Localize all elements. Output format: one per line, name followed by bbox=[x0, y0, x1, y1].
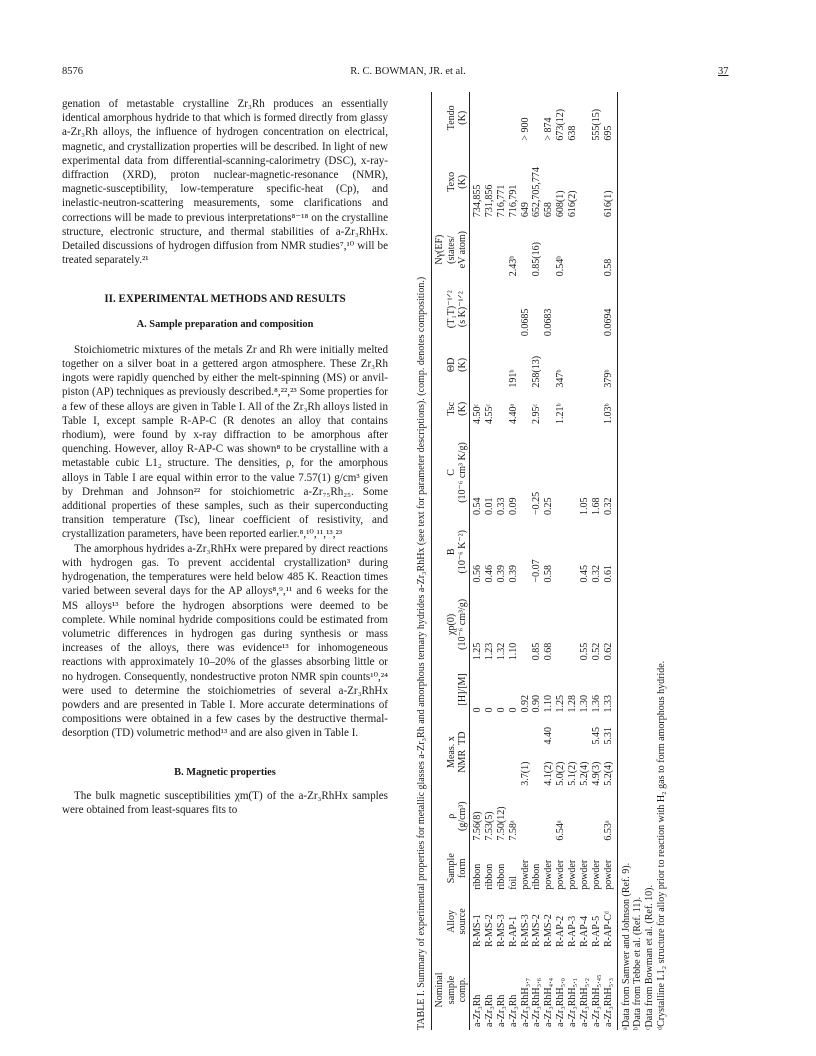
table-cell-t1t bbox=[496, 279, 508, 339]
table-cell-tendo bbox=[579, 92, 591, 144]
table-row bbox=[591, 92, 603, 1030]
table-cell-comp: a-Zr₃RhH₅.₂ bbox=[579, 977, 591, 1027]
table-cell-texo: 652,705,774 bbox=[531, 167, 543, 218]
table-cell-tendo: > 874 bbox=[543, 117, 555, 141]
table-cell-hm: 0 bbox=[471, 707, 483, 713]
table-cell-src: R-MS-3 bbox=[495, 914, 507, 948]
table-cell-td bbox=[508, 715, 520, 747]
table-cell-td bbox=[520, 715, 532, 747]
table-body bbox=[469, 92, 617, 1030]
table-cell-rho bbox=[543, 789, 555, 844]
table-cell-td bbox=[531, 715, 543, 747]
table-cell-chi: 0.85 bbox=[531, 642, 543, 661]
column-header: [H]/[M] bbox=[432, 663, 469, 715]
table-cell-chi bbox=[567, 586, 579, 664]
table-cell-hm: 1.33 bbox=[602, 694, 614, 713]
table-cell-b bbox=[520, 518, 532, 586]
table-cell-c: 1.05 bbox=[579, 497, 591, 515]
table-cell-form: ribbon bbox=[531, 863, 543, 890]
table-cell-form: ribbon bbox=[471, 863, 483, 890]
table-cell-src: R-AP-5 bbox=[590, 915, 602, 948]
body-paragraph: The amorphous hydrides a-Zr₃RhHx were prepared by direct reactions with hydrogen gas. To prevent accidental crystallization³ during hydrogenation, the temperatures were held below 485 K. Reaction times varied between several days for the AP alloys⁸,⁹,¹¹ and 6 weeks for the MS alloys¹³ before the hydrogen absorptions were deemed to be complete. While nominal hydride compositions could be estimated from volumetric differences in hydrogen gas during synthesis or mass increases of the alloys, there was evidence¹³ for inhomogeneous reactions with approximately 10–20% of the glasses absorbing little or no hydrogen. Consequently, nondestructive proton NMR spin counts¹⁰,²⁴ were used to determine the stoichiometries of several a-Zr₃RhHx powders and are presented in Table I. More accurate determinations of compositions were obtained in a few cases by the destructive thermal-desorption (TD) volumetric method¹³ and are also given in Table I. bbox=[62, 542, 388, 740]
table-row bbox=[496, 92, 508, 1030]
table-cell-comp: a-Zr₃RhH₄.₄ bbox=[543, 977, 555, 1027]
table-cell-chi: 1.10 bbox=[507, 642, 519, 661]
table-cell-t1t: 0.0685 bbox=[519, 308, 531, 337]
table-cell-chi bbox=[555, 586, 567, 664]
table-cell-t1t bbox=[531, 279, 543, 339]
table-cell-hm: 1.28 bbox=[567, 694, 579, 713]
table-cell-c: 0.25 bbox=[543, 497, 555, 515]
table-cell-theta bbox=[496, 339, 508, 390]
table-cell-texo: 716,791 bbox=[507, 184, 519, 218]
table-cell-chi bbox=[520, 586, 532, 664]
table-cell-tsc bbox=[591, 391, 603, 427]
table-footnote: ᶜData from Bowman et al. (Ref. 10). bbox=[643, 884, 655, 1030]
table-cell-t1t: 0.0683 bbox=[543, 308, 555, 337]
table-cell-texo: 616(1) bbox=[602, 190, 614, 218]
table-cell-src: R-MS-1 bbox=[471, 914, 483, 948]
table-cell-form: powder bbox=[602, 859, 614, 890]
table-cell-form: ribbon bbox=[495, 863, 507, 890]
table-cell-theta: 379ᵇ bbox=[602, 369, 614, 388]
table-cell-comp: a-Zr₃Rh bbox=[507, 994, 519, 1027]
table-cell-tsc bbox=[496, 391, 508, 427]
table-cell-chi: 0.62 bbox=[602, 642, 614, 661]
table-cell-comp: a-Zr₃RhH₅.₃ bbox=[602, 977, 614, 1027]
table-cell-hm: 0 bbox=[507, 707, 519, 713]
table-cell-tendo bbox=[496, 92, 508, 144]
column-header: Tendo (K) bbox=[432, 92, 469, 144]
table-cell-rho: 6.54ᵃ bbox=[555, 820, 567, 841]
table-cell-c: 0.01 bbox=[483, 497, 495, 515]
body-paragraph: The bulk magnetic susceptibilities χm(T) of the a-Zr₃RhHx samples were obtained from least-squares fits to bbox=[62, 789, 388, 816]
table-cell-b: 0.45 bbox=[579, 565, 591, 583]
table-cell-nmr bbox=[531, 748, 543, 789]
table-cell-hm: 1.36 bbox=[590, 694, 602, 713]
table-cell-form: powder bbox=[555, 859, 567, 890]
table-cell-ng: 0.85(16) bbox=[531, 242, 543, 277]
table-cell-b: −0.07 bbox=[531, 559, 543, 583]
table-cell-src: R-AP-3 bbox=[567, 915, 579, 948]
table-cell-b bbox=[567, 518, 579, 586]
table-cell-tendo: 695 bbox=[602, 125, 614, 141]
table-cell-ng bbox=[579, 220, 591, 279]
table-cell-form: ribbon bbox=[483, 863, 495, 890]
table-cell-chi: 0.68 bbox=[543, 642, 555, 661]
table-cell-theta bbox=[579, 339, 591, 390]
table-cell-c: 0.33 bbox=[495, 497, 507, 515]
table-cell-ng bbox=[496, 220, 508, 279]
table-cell-tsc bbox=[520, 391, 532, 427]
table-cell-comp: a-Zr₃RhH₅.₀ bbox=[555, 977, 567, 1027]
column-header: B (10⁻⁶ K⁻²) bbox=[432, 518, 469, 586]
table-cell-texo bbox=[579, 144, 591, 220]
table-cell-rho bbox=[591, 789, 603, 844]
running-header: R. C. BOWMAN, JR. et al. bbox=[350, 66, 466, 77]
table-cell-nmr bbox=[469, 748, 483, 789]
table-cell-c: 0.09 bbox=[507, 497, 519, 515]
table-cell-b: 0.32 bbox=[590, 565, 602, 583]
table-cell-td bbox=[469, 715, 483, 747]
table-cell-comp: a-Zr₃RhH₅.₁ bbox=[567, 977, 579, 1027]
table-cell-chi: 1.23 bbox=[483, 642, 495, 661]
table-cell-rho bbox=[520, 789, 532, 844]
data-table bbox=[431, 92, 617, 1030]
table-cell-tsc: 4.55ᶜ bbox=[483, 403, 495, 424]
table-cell-b: 0.39 bbox=[507, 565, 519, 583]
column-header: Sample form bbox=[432, 844, 469, 893]
table-cell-nmr: 3.7(1) bbox=[519, 761, 531, 786]
table-cell-comp: a-Zr₃RhH₃.₇ bbox=[519, 977, 531, 1027]
table-row bbox=[484, 92, 496, 1030]
table-cell-t1t: 0.0694 bbox=[602, 308, 614, 337]
table-cell-comp: a-Zr₃Rh bbox=[483, 994, 495, 1027]
table-footnote: ᵈCrystalline L1₂ structure for alloy prior to reaction with H₂ gas to form amorphous hydride. bbox=[655, 660, 667, 1030]
table-cell-rho: 7.50(12) bbox=[495, 806, 507, 841]
table-cell-t1t bbox=[508, 279, 520, 339]
table-cell-ng bbox=[543, 220, 555, 279]
table-cell-tsc: 4.40ᵃ bbox=[507, 403, 519, 424]
table-row bbox=[469, 92, 483, 1030]
table-cell-chi: 0.52 bbox=[590, 642, 602, 661]
table-cell-t1t bbox=[579, 279, 591, 339]
table-cell-c: 1.68 bbox=[590, 497, 602, 515]
left-column bbox=[62, 97, 388, 817]
table-cell-c bbox=[555, 427, 567, 518]
table-cell-form: foil bbox=[507, 875, 519, 890]
table-cell-texo: 649 bbox=[519, 202, 531, 218]
table-cell-theta bbox=[484, 339, 496, 390]
table-cell-hm: 1.10 bbox=[543, 694, 555, 713]
table-row bbox=[603, 92, 617, 1030]
rotated-table bbox=[416, 92, 667, 1030]
table-cell-c: 0.54 bbox=[471, 497, 483, 515]
table-cell-nmr: 4.9(3) bbox=[590, 761, 602, 786]
body-paragraph: Stoichiometric mixtures of the metals Zr and Rh were initially melted together on a silver boat in a gettered argon atmosphere. These Zr₃Rh ingots were rapidly quenched by either the melt-spinning (MS) or anvil-piston (AP) techniques as previously described.⁸,²²,²³ Some properties for a few of these alloys are given in Table I. All of the Zr₃Rh alloys listed in Table I, except sample R-AP-C (R denotes an alloy that contains rhodium), were found by x-ray diffraction to be amorphous after quenching. However, alloy R-AP-C was shown⁸ to be crystalline with a metastable cubic L1₂ structure. The densities, ρ, for the amorphous alloys in Table I are equal within error to the value 7.57(1) g/cm³ given by Drehman and Johnson²² for stoichiometric a-Zr₇₅Rh₂₅. Some additional properties of these samples, such as their superconducting transition temperature (Tsc), linear coefficient of resistivity, and crystallization parameters, have been reported earlier.⁸,¹⁰,¹¹,¹³,²³ bbox=[62, 343, 388, 541]
table-cell-ng bbox=[520, 220, 532, 279]
table-row bbox=[531, 92, 543, 1030]
table-cell-b: 0.46 bbox=[483, 565, 495, 583]
table-cell-tsc: 1.21ᵇ bbox=[555, 403, 567, 424]
table-cell-b: 0.58 bbox=[543, 565, 555, 583]
table-cell-tendo bbox=[484, 92, 496, 144]
table-cell-src: R-AP-2 bbox=[555, 915, 567, 948]
column-header: (T₁T)⁻¹ᐟ² (s K)⁻¹ᐟ² bbox=[432, 279, 469, 339]
table-cell-t1t bbox=[591, 279, 603, 339]
table-row bbox=[567, 92, 579, 1030]
table-cell-rho bbox=[567, 789, 579, 844]
column-header: Alloy source bbox=[432, 893, 469, 950]
table-cell-c: 0.32 bbox=[602, 497, 614, 515]
table-row bbox=[555, 92, 567, 1030]
intro-paragraph: genation of metastable crystalline Zr₃Rh produces an essentially identical amorphous hydride to that which is formed directly from glassy a-Zr₃Rh alloys, the influence of hydrogen concentration on electrical, magnetic, and crystallization properties will be described. In light of new experimental data from differential-scanning-calorimetry (DSC), x-ray-diffraction (XRD), proton nuclear-magnetic-resonance (NMR), magnetic-susceptibility, low-temperature specific-heat (Cp), and inelastic-neutron-scattering measurements, some clarifications and corrections will be made to previous interpretations⁸⁻¹⁸ on the crystalline structure, electronic structure, and thermal stabilities of a-Zr₃RhHx. Detailed discussions of hydrogen diffusion from NMR studies⁷,¹⁰ will be treated separately.²¹ bbox=[62, 98, 388, 267]
table-cell-form: powder bbox=[567, 859, 579, 890]
table-cell-tsc bbox=[567, 391, 579, 427]
column-header: Nominal sample comp. bbox=[432, 950, 469, 1030]
table-cell-ng bbox=[567, 220, 579, 279]
table-cell-form: powder bbox=[579, 859, 591, 890]
table-cell-nmr: 4.1(2) bbox=[543, 761, 555, 786]
table-cell-c bbox=[520, 427, 532, 518]
table-cell-b: 0.61 bbox=[602, 565, 614, 583]
table-cell-ng bbox=[469, 220, 483, 279]
table-row bbox=[508, 92, 520, 1030]
table-cell-nmr: 5.2(4) bbox=[579, 761, 591, 786]
table-cell-ng bbox=[591, 220, 603, 279]
table-cell-rho: 7.58ᵃ bbox=[507, 820, 519, 841]
table-cell-b: 0.39 bbox=[495, 565, 507, 583]
table-cell-tsc: 2.95ᶜ bbox=[531, 403, 543, 424]
table-row bbox=[543, 92, 555, 1030]
table-cell-tsc: 1.03ᵇ bbox=[602, 403, 614, 424]
table-cell-form: powder bbox=[519, 859, 531, 890]
table-cell-tendo bbox=[508, 92, 520, 144]
table-cell-tsc bbox=[543, 391, 555, 427]
column-header: Tsc (K) bbox=[432, 391, 469, 427]
subsection-heading: A. Sample preparation and composition bbox=[136, 318, 314, 330]
table-cell-tendo: 673(12) bbox=[555, 108, 567, 141]
table-caption: TABLE I. Summary of experimental properties for metallic glasses a-Zr₃Rh and amorphous ternary hydrides a-Zr₃RhHx (see text for parameter descriptions). (comp. denotes composition.) bbox=[416, 276, 427, 1030]
table-cell-hm: 1.25 bbox=[555, 694, 567, 713]
table-cell-hm: 0.90 bbox=[531, 694, 543, 713]
table-cell-src: R-MS-2 bbox=[483, 914, 495, 948]
table-cell-t1t bbox=[469, 279, 483, 339]
table-cell-b bbox=[555, 518, 567, 586]
table-cell-form: powder bbox=[543, 859, 555, 890]
table-cell-rho bbox=[579, 789, 591, 844]
table-cell-texo: 658 bbox=[543, 202, 555, 218]
table-footnote: ᵃData from Samwer and Johnson (Ref. 9). bbox=[620, 862, 632, 1030]
table-cell-td bbox=[555, 715, 567, 747]
table-cell-tendo: 638 bbox=[567, 125, 579, 141]
table-cell-rho: 6.53ᵃ bbox=[602, 820, 614, 841]
table-cell-rho: 7.56(8) bbox=[471, 811, 483, 841]
table-cell-src: R-AP-4 bbox=[579, 915, 591, 948]
table-cell-td bbox=[567, 715, 579, 747]
table-cell-ng: 2.43ᵇ bbox=[507, 255, 519, 277]
table-row bbox=[520, 92, 532, 1030]
table-footnote: ᵇData from Tebbe et al. (Ref. 11). bbox=[632, 896, 644, 1030]
table-cell-c bbox=[567, 427, 579, 518]
table-cell-td bbox=[496, 715, 508, 747]
table-cell-tendo: > 900 bbox=[519, 117, 531, 141]
table-cell-src: R-MS-3 bbox=[519, 914, 531, 948]
volume-number: 37 bbox=[718, 66, 729, 77]
section-heading: II. EXPERIMENTAL METHODS AND RESULTS bbox=[104, 293, 346, 306]
table-cell-texo: 734,855 bbox=[471, 184, 483, 218]
table-cell-b: 0.56 bbox=[471, 565, 483, 583]
table-cell-nmr bbox=[496, 748, 508, 789]
table-cell-chi: 1.32 bbox=[495, 642, 507, 661]
table-cell-src: R-MS-2 bbox=[543, 914, 555, 948]
table-cell-hm: 0 bbox=[495, 707, 507, 713]
table-cell-theta bbox=[591, 339, 603, 390]
table-cell-td: 4.40 bbox=[543, 727, 555, 745]
table-cell-rho bbox=[531, 789, 543, 844]
table-cell-td: 5.31 bbox=[602, 727, 614, 745]
page-number: 8576 bbox=[62, 66, 83, 77]
table-cell-chi: 0.55 bbox=[579, 642, 591, 661]
table-row bbox=[579, 92, 591, 1030]
table-cell-src: R-AP-Cᵈ bbox=[602, 911, 614, 948]
table-cell-src: R-MS-2 bbox=[531, 914, 543, 948]
column-header: Nγ(EF) (states/ eV atom) bbox=[432, 220, 469, 279]
table-cell-texo: 716,771 bbox=[495, 184, 507, 218]
table-cell-hm: 0 bbox=[483, 707, 495, 713]
table-cell-texo: 731,856 bbox=[483, 184, 495, 218]
table-cell-comp: a-Zr₃Rh bbox=[495, 994, 507, 1027]
table-cell-nmr: 5.1(2) bbox=[567, 761, 579, 786]
table-cell-comp: a-Zr₃Rh bbox=[471, 994, 483, 1027]
table-cell-tendo bbox=[531, 92, 543, 144]
table-cell-form: powder bbox=[590, 859, 602, 890]
table-cell-c: −0.25 bbox=[531, 491, 543, 515]
table-cell-tendo: 555(15) bbox=[590, 108, 602, 141]
table-cell-theta bbox=[520, 339, 532, 390]
table-cell-theta bbox=[469, 339, 483, 390]
table-footnotes bbox=[621, 92, 667, 1030]
column-header: Meas. x NMR TD bbox=[432, 715, 469, 788]
table-cell-src: R-AP-1 bbox=[507, 915, 519, 948]
table-cell-texo: 608(1) bbox=[555, 190, 567, 218]
table-cell-theta: 258(13) bbox=[531, 355, 543, 388]
table-cell-nmr: 5.2(4) bbox=[602, 761, 614, 786]
column-header: ρ (g/cm³) bbox=[432, 789, 469, 844]
column-header: Texo (K) bbox=[432, 144, 469, 220]
table-cell-tsc: 4.50ᶜ bbox=[471, 403, 483, 424]
table-cell-texo: 616(2) bbox=[567, 190, 579, 218]
column-header: C (10⁻⁶ cm³ K/g) bbox=[432, 427, 469, 518]
table-cell-texo bbox=[591, 144, 603, 220]
table-cell-ng: 0.58 bbox=[602, 258, 614, 277]
table-cell-hm: 1.30 bbox=[579, 694, 591, 713]
table-cell-hm: 0.92 bbox=[519, 694, 531, 713]
table-cell-td bbox=[484, 715, 496, 747]
column-header: χp(0) (10⁻⁶ cm³/g) bbox=[432, 586, 469, 664]
table-cell-comp: a-Zr₃RhH₅.₄₅ bbox=[590, 974, 602, 1027]
table-cell-theta bbox=[567, 339, 579, 390]
table-cell-tsc bbox=[579, 391, 591, 427]
table-cell-theta: 347ᵇ bbox=[555, 369, 567, 388]
table-cell-theta: 191ᵇ bbox=[507, 369, 519, 388]
table-cell-ng bbox=[484, 220, 496, 279]
column-header: ΘD (K) bbox=[432, 339, 469, 390]
table-cell-rho: 7.53(5) bbox=[483, 811, 495, 841]
subsection-heading: B. Magnetic properties bbox=[174, 766, 276, 778]
table-cell-tendo bbox=[469, 92, 483, 144]
table-cell-chi: 1.25 bbox=[471, 642, 483, 661]
table-cell-t1t bbox=[484, 279, 496, 339]
table-cell-t1t bbox=[555, 279, 567, 339]
table-cell-ng: 0.54ᵇ bbox=[555, 255, 567, 277]
table-cell-theta bbox=[543, 339, 555, 390]
table-cell-nmr: 5.0(2) bbox=[555, 761, 567, 786]
table-cell-td bbox=[579, 715, 591, 747]
table-cell-comp: a-Zr₃RhH₃.₆ bbox=[531, 977, 543, 1027]
table-cell-td: 5.45 bbox=[590, 727, 602, 745]
table-cell-nmr bbox=[484, 748, 496, 789]
table-cell-nmr bbox=[508, 748, 520, 789]
table-cell-t1t bbox=[567, 279, 579, 339]
